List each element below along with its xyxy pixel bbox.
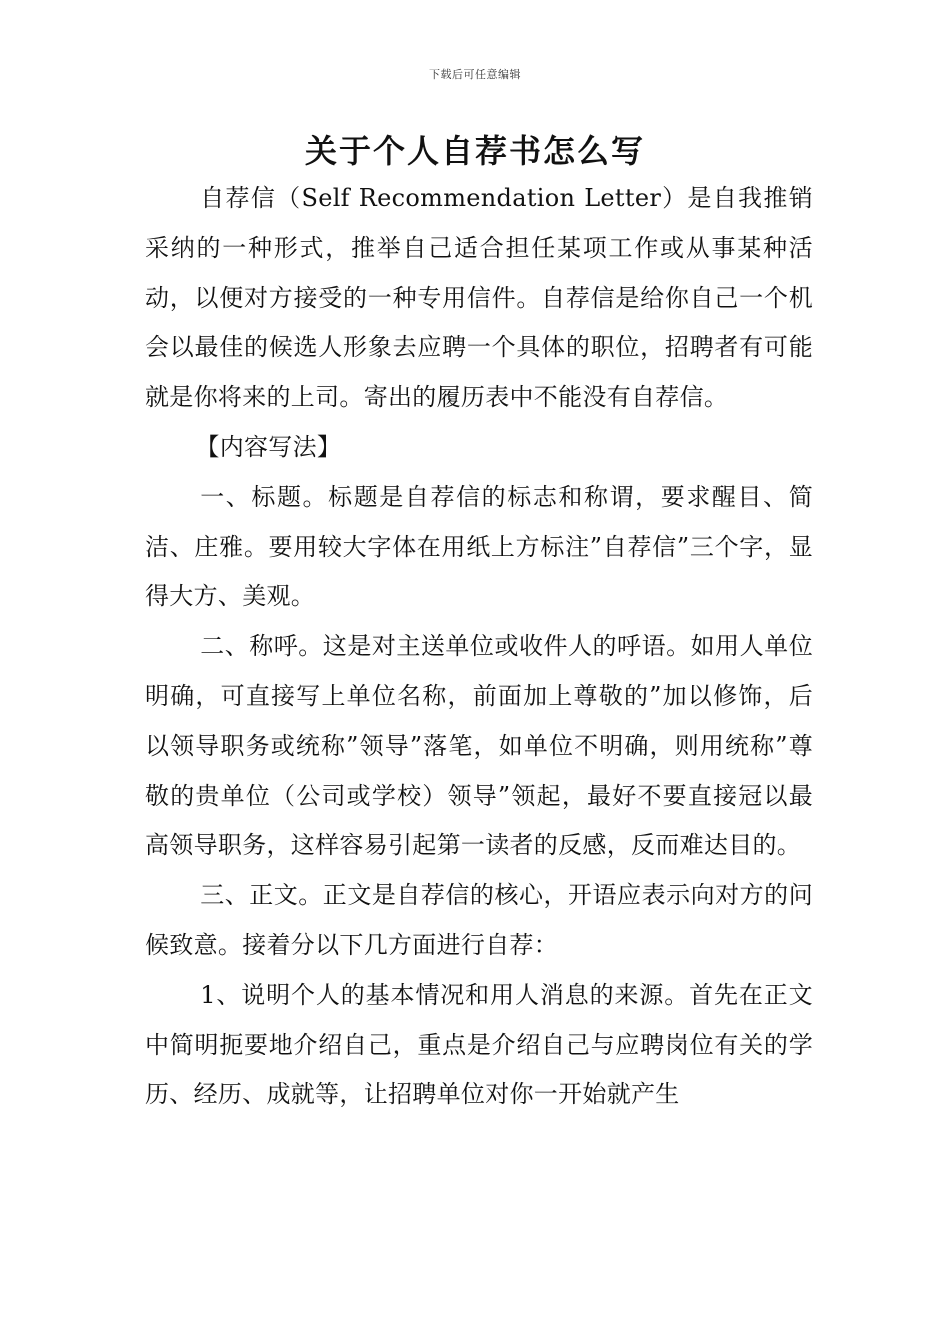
paragraph-body-section: 三、正文。正文是自荐信的核心，开语应表示向对方的问候致意。接着分以下几方面进行自荐： bbox=[145, 881, 813, 959]
paragraph-salutation-section: 二、称呼。这是对主送单位或收件人的呼语。如用人单位明确，可直接写上单位名称，前面加上尊敬的”加以修饰，后以领导职务或统称”领导”落笔，如单位不明确，则用统称”尊敬的贵单位（公司或学校）领导”领起，最好不要直接冠以最高领导职务，这样容易引起第一读者的反感，反而难达目的。 bbox=[145, 632, 813, 860]
paragraph-intro: 自荐信（Self Recommendation Letter）是自我推销采纳的一种形式，推举自己适合担任某项工作或从事某种活动，以便对方接受的一种专用信件。自荐信是给你自己一个机会以最佳的候选人形象去应聘一个具体的职位，招聘者有可能就是你将来的上司。寄出的履历表中不能没有自荐信。 bbox=[145, 184, 813, 412]
header-note: 下载后可任意编辑 bbox=[429, 68, 521, 81]
document-body bbox=[145, 174, 813, 1120]
paragraph-title-section: 一、标题。标题是自荐信的标志和称谓，要求醒目、简洁、庄雅。要用较大字体在用纸上方标注”自荐信”三个字，显得大方、美观。 bbox=[145, 482, 813, 611]
document-title: 关于个人自荐书怎么写 bbox=[304, 132, 645, 170]
paragraph-item-1: 1、说明个人的基本情况和用人消息的来源。首先在正文中简明扼要地介绍自己，重点是介绍自己与应聘岗位有关的学历、经历、成就等，让招聘单位对你一开始就产生 bbox=[145, 980, 813, 1109]
section-heading-content-writing: 【内容写法】 bbox=[195, 432, 342, 461]
